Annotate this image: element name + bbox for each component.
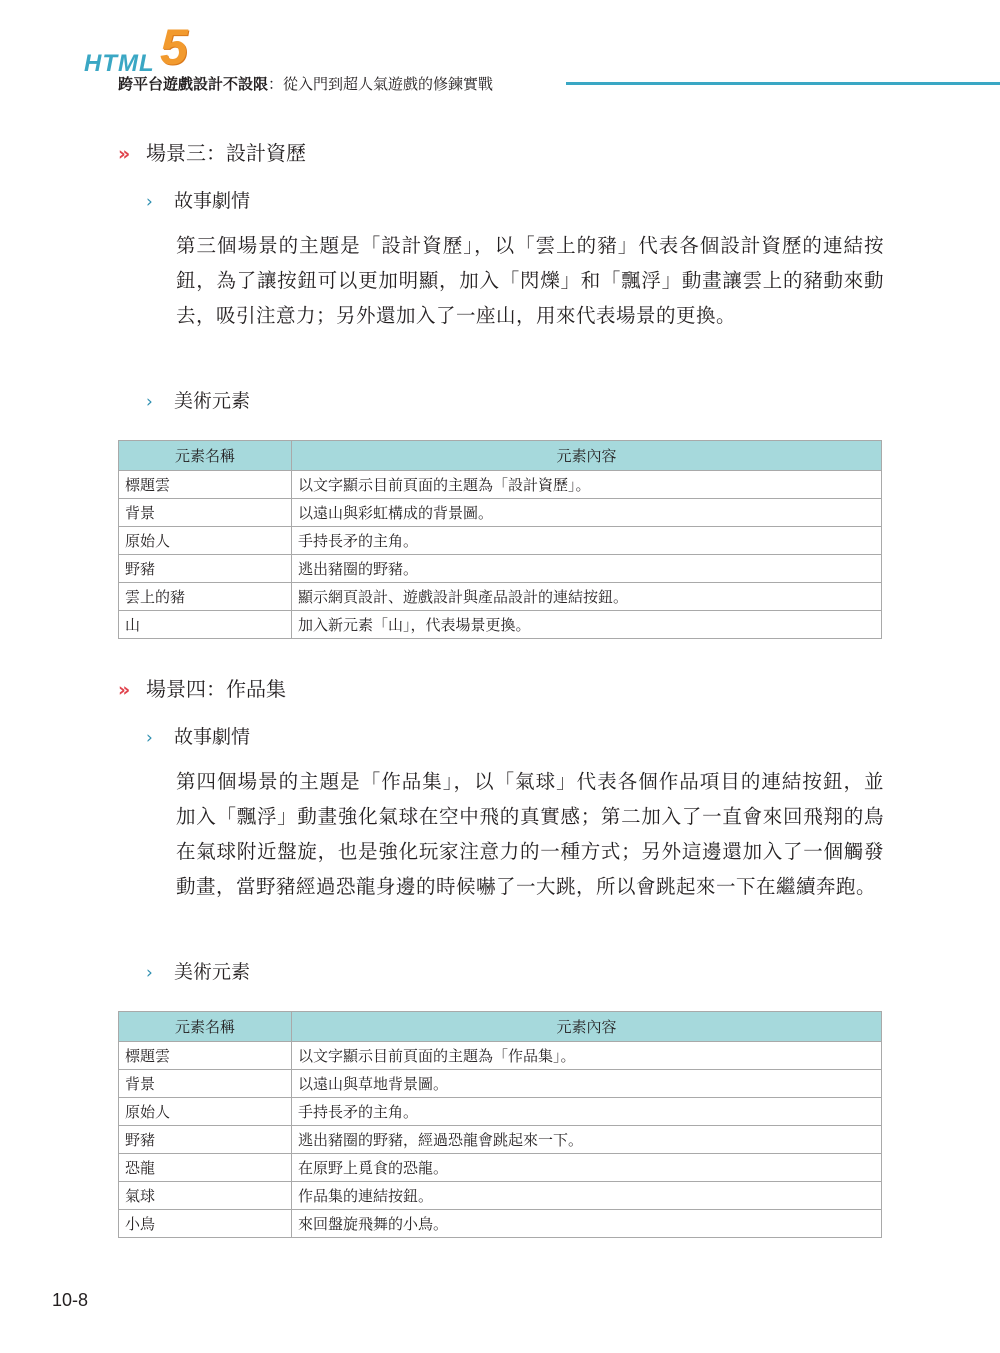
table-row [119, 1182, 882, 1210]
table-cell-name: 山 [119, 611, 292, 639]
table-row [119, 1154, 882, 1182]
table-cell-content: 來回盤旋飛舞的小鳥。 [292, 1210, 882, 1238]
table-cell-content: 在原野上覓食的恐龍。 [292, 1154, 882, 1182]
double-chevron-icon: » [118, 679, 131, 701]
table-cell-content: 以遠山與草地背景圖。 [292, 1070, 882, 1098]
table-cell-name: 標題雲 [119, 471, 292, 499]
table-row [119, 555, 882, 583]
table-row [119, 499, 882, 527]
table-header-row [119, 441, 882, 471]
table-cell-content: 以文字顯示目前頁面的主題為「作品集」。 [292, 1042, 882, 1070]
table-header-row [119, 1012, 882, 1042]
double-chevron-icon: » [118, 143, 131, 165]
section-heading-4 [118, 673, 286, 702]
story-paragraph-3: 第三個場景的主題是「設計資歷」，以「雲上的豬」代表各個設計資歷的連結按鈕，為了讓按鈕可以更加明顯，加入「閃爍」和「飄浮」動畫讓雲上的豬動來動去，吸引注意力；另外還加入了一座山，用來代表場景的更換。 [176, 234, 884, 327]
table-row [119, 1126, 882, 1154]
table-cell-content: 以文字顯示目前頁面的主題為「設計資歷」。 [292, 471, 882, 499]
subheading-story-4-text: 故事劇情 [174, 726, 251, 748]
table-cell-name: 背景 [119, 1070, 292, 1098]
table-header-name: 元素名稱 [119, 1012, 292, 1042]
book-title-bold: 跨平台遊戲設計不設限 [118, 75, 269, 93]
table-cell-name: 背景 [119, 499, 292, 527]
table-cell-name: 野豬 [119, 1126, 292, 1154]
table-cell-content: 顯示網頁設計、遊戲設計與產品設計的連結按鈕。 [292, 583, 882, 611]
subheading-art-3-text: 美術元素 [174, 390, 251, 412]
logo-five-text: 5 [160, 19, 188, 75]
table-cell-content: 以遠山與彩虹構成的背景圖。 [292, 499, 882, 527]
table-header-content: 元素內容 [292, 1012, 882, 1042]
book-title-rest: ：從入門到超人氣遊戲的修鍊實戰 [268, 75, 494, 93]
table-cell-name: 原始人 [119, 527, 292, 555]
page-header [0, 0, 1000, 100]
table-cell-name: 原始人 [119, 1098, 292, 1126]
subheading-art-4-text: 美術元素 [174, 961, 251, 983]
book-title [118, 73, 493, 94]
subheading-story-3-text: 故事劇情 [174, 190, 251, 212]
chevron-right-icon: › [146, 963, 153, 983]
logo-html-text: HTML [84, 50, 155, 77]
subheading-art-4 [146, 957, 250, 984]
table-row [119, 611, 882, 639]
story-paragraph-4: 第四個場景的主題是「作品集」，以「氣球」代表各個作品項目的連結按鈕，並加入「飄浮」動畫強化氣球在空中飛的真實感；第二加入了一直會來回飛翔的鳥在氣球附近盤旋，也是強化玩家注意力的一種方式；另外這邊還加入了一個觸發動畫，當野豬經過恐龍身邊的時候嚇了一大跳，所以會跳起來一下在繼續奔跑。 [176, 770, 884, 898]
chevron-right-icon: › [146, 392, 153, 412]
table-cell-content: 逃出豬圈的野豬，經過恐龍會跳起來一下。 [292, 1126, 882, 1154]
table-cell-name: 野豬 [119, 555, 292, 583]
table-row [119, 1098, 882, 1126]
table-row [119, 1070, 882, 1098]
table-cell-content: 逃出豬圈的野豬。 [292, 555, 882, 583]
table-cell-name: 恐龍 [119, 1154, 292, 1182]
subheading-story-4 [146, 722, 250, 749]
elements-table-3 [118, 440, 882, 639]
table-header-content: 元素內容 [292, 441, 882, 471]
table-cell-name: 標題雲 [119, 1042, 292, 1070]
table-cell-name: 雲上的豬 [119, 583, 292, 611]
header-rule [566, 82, 1000, 85]
table-row [119, 1210, 882, 1238]
table-header-name: 元素名稱 [119, 441, 292, 471]
page-number: 10-8 [52, 1290, 89, 1310]
table-cell-content: 手持長矛的主角。 [292, 527, 882, 555]
table-row [119, 471, 882, 499]
table-row [119, 583, 882, 611]
table-cell-content: 手持長矛的主角。 [292, 1098, 882, 1126]
table-cell-name: 氣球 [119, 1182, 292, 1210]
section-heading-3 [118, 137, 306, 166]
table-cell-content: 作品集的連結按鈕。 [292, 1182, 882, 1210]
section-heading-3-text: 場景三：設計資歷 [146, 141, 306, 165]
table-cell-name: 小鳥 [119, 1210, 292, 1238]
subheading-story-3 [146, 186, 250, 213]
elements-table-4 [118, 1011, 882, 1238]
chevron-right-icon: › [146, 728, 153, 748]
table-row [119, 527, 882, 555]
subheading-art-3 [146, 386, 250, 413]
table-row [119, 1042, 882, 1070]
table-cell-content: 加入新元素「山」，代表場景更換。 [292, 611, 882, 639]
chevron-right-icon: › [146, 192, 153, 212]
section-heading-4-text: 場景四：作品集 [146, 677, 286, 701]
